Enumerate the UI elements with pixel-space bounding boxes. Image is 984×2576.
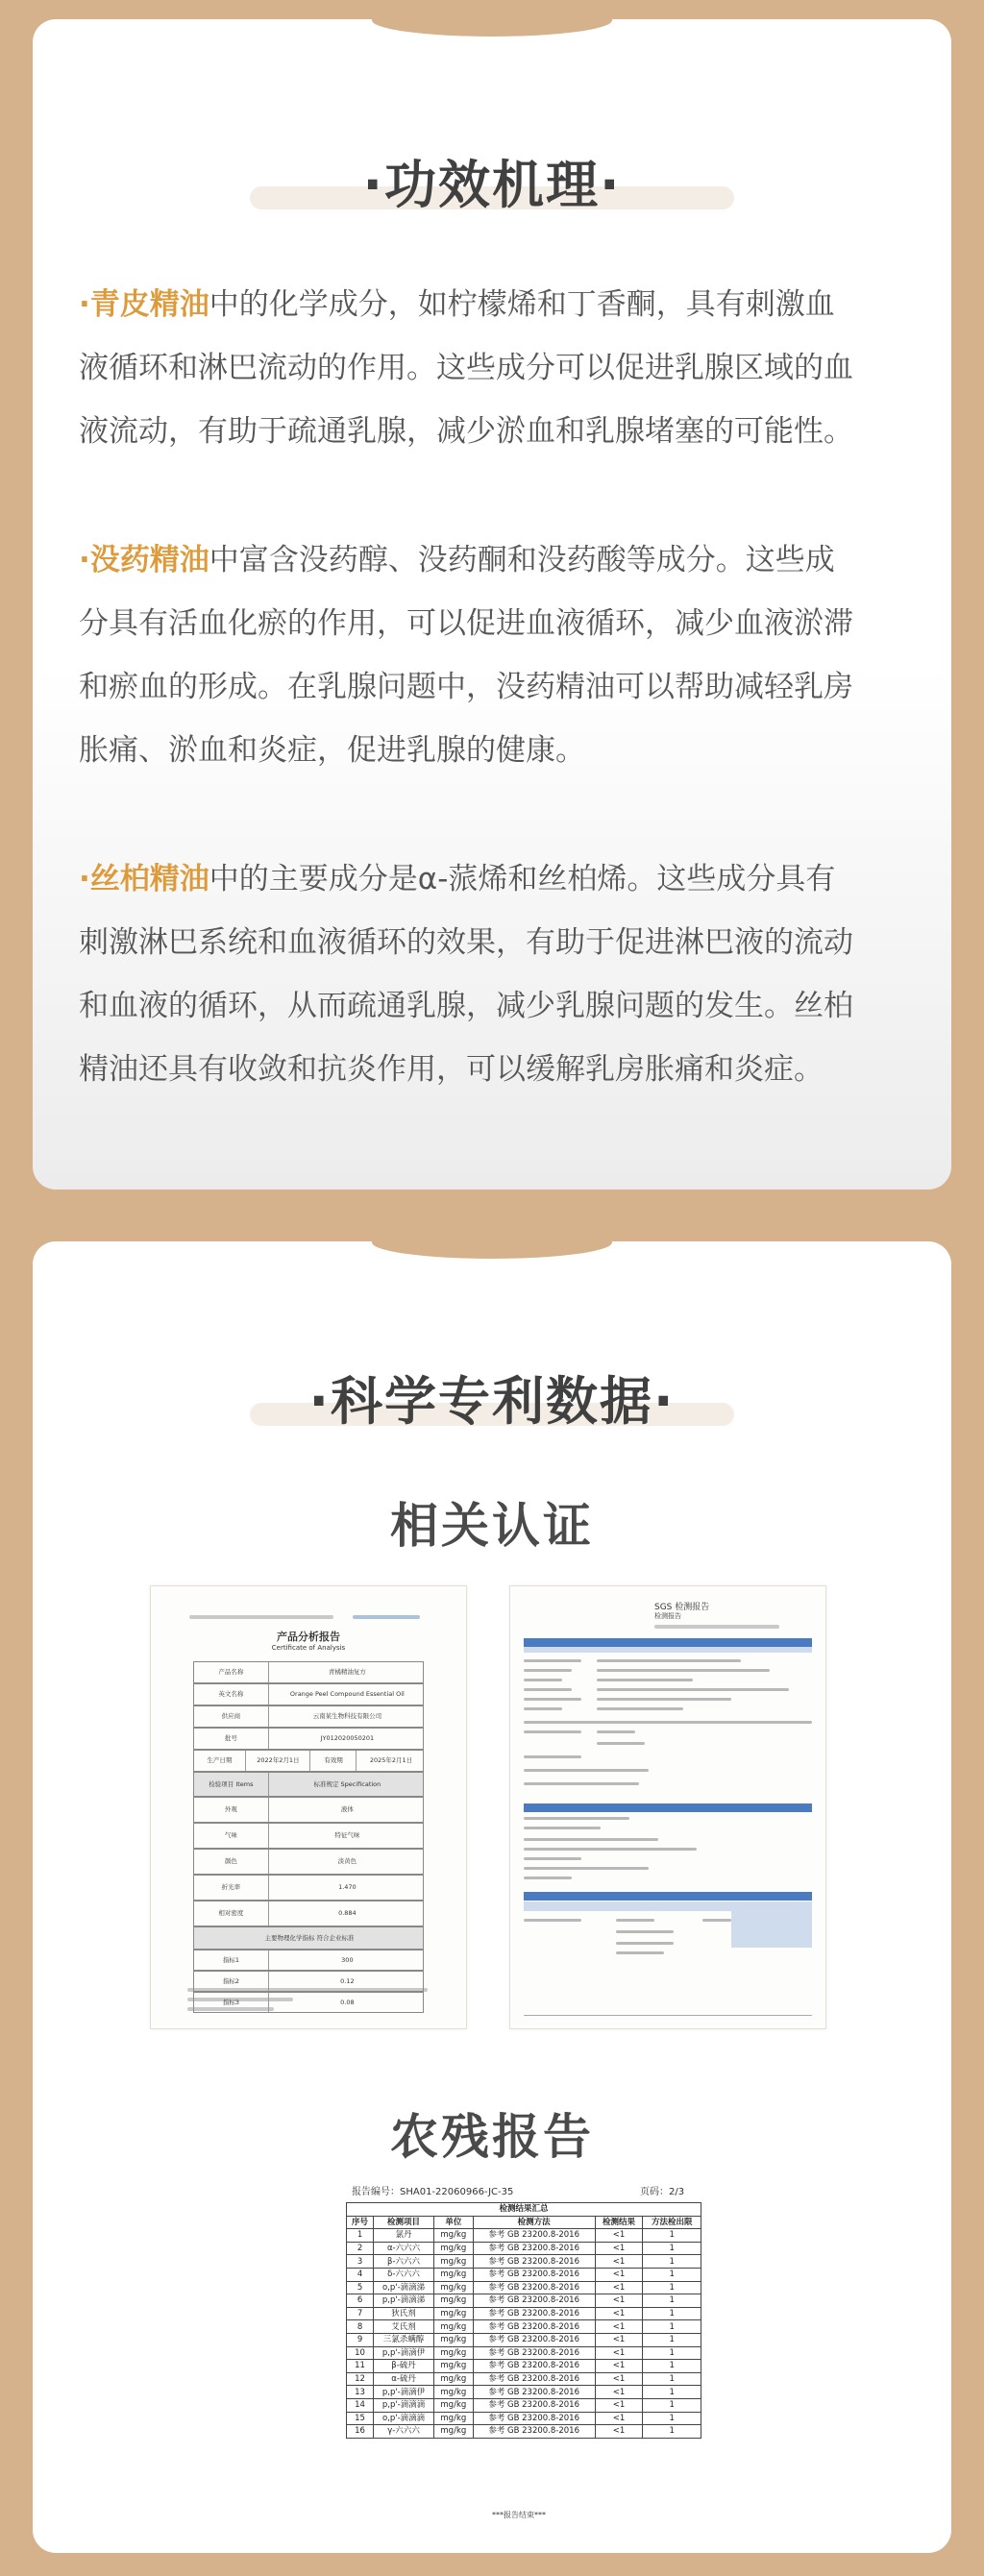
table-cell: 1	[643, 2425, 701, 2439]
cert1-cell: 供应商	[221, 1712, 241, 1720]
table-cell: p,p'-滴滴涕	[374, 2294, 434, 2308]
text-line-placeholder	[616, 1942, 674, 1945]
report-column-header: 方法检出限	[643, 2216, 701, 2229]
text-line-placeholder	[524, 1782, 639, 1785]
table-cell: 参考 GB 23200.8-2016	[473, 2398, 595, 2412]
table-cell: 参考 GB 23200.8-2016	[473, 2372, 595, 2386]
table-cell: mg/kg	[434, 2268, 474, 2281]
cert1-row	[193, 1772, 424, 1797]
text-line-placeholder	[524, 1669, 572, 1672]
cert1-cell: 2025年2月1日	[356, 1751, 426, 1771]
card-notch	[372, 4, 612, 37]
table-cell: 14	[347, 2398, 374, 2412]
line-text: 液循环和淋巴流动的作用。这些成分可以促进乳腺区域的血	[79, 351, 853, 385]
table-cell: 三氯杀螨醇	[374, 2333, 434, 2346]
table-cell: 参考 GB 23200.8-2016	[473, 2412, 595, 2425]
paragraph-line	[79, 847, 915, 911]
paragraph-qingpi	[79, 273, 915, 463]
cert1-cell: Orange Peel Compound Essential Oil	[268, 1684, 426, 1705]
certificate-analysis-report[interactable]	[150, 1585, 467, 2029]
cert1-cell: 生产日期	[207, 1756, 233, 1764]
section-title-mechanism	[33, 144, 951, 218]
cert1-cell: 相对密度	[218, 1909, 244, 1917]
text-line-placeholder	[597, 1669, 770, 1672]
cert1-cell: 指标1	[222, 1956, 239, 1964]
table-cell: 1	[643, 2333, 701, 2346]
table-cell: mg/kg	[434, 2294, 474, 2308]
table-cell: 2	[347, 2242, 374, 2255]
table-cell: 16	[347, 2425, 374, 2439]
table-cell: p,p'-滴滴伊	[374, 2386, 434, 2399]
report-page: 页码：2/3	[640, 2187, 685, 2197]
paragraph-line	[79, 528, 915, 592]
table-row	[347, 2333, 701, 2346]
table-cell: 参考 GB 23200.8-2016	[473, 2320, 595, 2334]
text-line-placeholder	[616, 1951, 664, 1954]
table-cell: β-硫丹	[374, 2360, 434, 2373]
mechanism-card	[33, 19, 951, 1190]
table-cell: mg/kg	[434, 2333, 474, 2346]
table-cell: <1	[595, 2412, 643, 2425]
text-line-placeholder	[597, 1730, 635, 1733]
table-cell: p,p'-滴滴伊	[374, 2346, 434, 2360]
table-cell: 1	[643, 2360, 701, 2373]
table-cell: 1	[643, 2294, 701, 2308]
cert1-row	[193, 1661, 424, 1683]
paragraph-line	[79, 336, 915, 400]
cert1-row	[193, 1950, 424, 1971]
table-cell: 参考 GB 23200.8-2016	[473, 2229, 595, 2243]
cert1-row	[193, 1849, 424, 1875]
cert1-cell: 批号	[224, 1734, 237, 1742]
table-row	[347, 2268, 701, 2281]
table-row	[347, 2294, 701, 2308]
line-text: 胀痛、淤血和炎症，促进乳腺的健康。	[79, 733, 585, 768]
paragraph-line	[79, 1038, 915, 1101]
cert1-cell: 产品名称	[218, 1668, 244, 1676]
paragraph-line	[79, 719, 915, 782]
table-cell: <1	[595, 2425, 643, 2439]
table-cell: 15	[347, 2412, 374, 2425]
cert1-subtitle: Certificate of Analysis	[271, 1644, 346, 1652]
table-row	[347, 2398, 701, 2412]
report-heading: 农残报告	[390, 2109, 594, 2165]
text-line-placeholder	[524, 1838, 658, 1841]
text-line-placeholder	[597, 1707, 683, 1710]
table-cell: δ-六六六	[374, 2268, 434, 2281]
table-cell: 1	[643, 2320, 701, 2334]
table-cell: 参考 GB 23200.8-2016	[473, 2307, 595, 2320]
table-cell: mg/kg	[434, 2360, 474, 2373]
line-text: 分具有活血化瘀的作用，可以促进血液循环，减少血液淤滞	[79, 606, 853, 641]
cert1-cell: 淡黄色	[268, 1850, 426, 1874]
text-line-placeholder	[524, 1730, 581, 1733]
cert1-row	[193, 1728, 424, 1750]
cert1-cell: 标准规定 Specification	[268, 1773, 426, 1796]
paragraph-line	[79, 273, 915, 336]
text-line-placeholder	[702, 1919, 731, 1922]
table-cell: <1	[595, 2333, 643, 2346]
text-line-placeholder	[524, 1659, 581, 1662]
table-cell: 1	[643, 2386, 701, 2399]
text-line-placeholder	[524, 1877, 572, 1879]
text-line-placeholder	[597, 1742, 645, 1745]
table-cell: mg/kg	[434, 2229, 474, 2243]
cert1-cell: 青橘精油复方	[268, 1662, 426, 1682]
table-cell: <1	[595, 2281, 643, 2294]
paragraph-line	[79, 592, 915, 655]
table-row	[347, 2425, 701, 2439]
table-cell: 1	[643, 2372, 701, 2386]
table-cell: α-硫丹	[374, 2372, 434, 2386]
table-row	[347, 2242, 701, 2255]
cert1-cell: 英文名称	[218, 1690, 244, 1698]
cert1-cell: 0.12	[268, 1972, 426, 1991]
cert2-subtitle: 检测报告	[654, 1612, 681, 1620]
table-cell: 参考 GB 23200.8-2016	[473, 2346, 595, 2360]
table-cell: 1	[643, 2281, 701, 2294]
report-footer: ***报告结束***	[492, 2511, 546, 2519]
highlight-term: ·丝柏精油	[79, 862, 209, 896]
table-cell: 1	[643, 2398, 701, 2412]
table-cell: 1	[347, 2229, 374, 2243]
table-cell: 3	[347, 2255, 374, 2269]
table-cell: 参考 GB 23200.8-2016	[473, 2255, 595, 2269]
text-line-placeholder	[616, 1919, 654, 1922]
text-line-placeholder	[524, 1679, 562, 1681]
table-row	[347, 2320, 701, 2334]
cert1-cell: 指标2	[222, 1977, 239, 1985]
table-row	[347, 2412, 701, 2425]
cert1-cell: 外观	[224, 1805, 237, 1813]
text-line-placeholder	[524, 1919, 581, 1922]
line-text: 精油还具有收敛和抗炎作用，可以缓解乳房胀痛和炎症。	[79, 1052, 824, 1087]
table-cell: 6	[347, 2294, 374, 2308]
table-cell: 参考 GB 23200.8-2016	[473, 2242, 595, 2255]
table-cell: <1	[595, 2386, 643, 2399]
table-row	[347, 2346, 701, 2360]
table-row	[347, 2255, 701, 2269]
table-cell: <1	[595, 2307, 643, 2320]
cert1-cell: 液体	[268, 1798, 426, 1822]
table-cell: 氯丹	[374, 2229, 434, 2243]
table-cell: <1	[595, 2255, 643, 2269]
table-cell: p,p'-滴滴滴	[374, 2398, 434, 2412]
table-cell: 艾氏剂	[374, 2320, 434, 2334]
table-row	[347, 2360, 701, 2373]
cert1-cell: 有效期	[309, 1751, 357, 1771]
table-cell: mg/kg	[434, 2398, 474, 2412]
cert1-row	[193, 1875, 424, 1901]
text-line-placeholder	[524, 1827, 601, 1829]
cert1-row	[193, 1683, 424, 1705]
text-line-placeholder	[597, 1679, 693, 1681]
table-cell: 5	[347, 2281, 374, 2294]
text-line-placeholder	[616, 1930, 674, 1933]
text-line-placeholder	[524, 1707, 562, 1710]
text-line-placeholder	[524, 1769, 649, 1772]
cert1-cell: 折光率	[221, 1883, 241, 1891]
line-text: 液流动，有助于疏通乳腺，减少淤血和乳腺堵塞的可能性。	[79, 414, 853, 449]
text-line-placeholder	[524, 1857, 581, 1860]
table-cell: mg/kg	[434, 2255, 474, 2269]
table-cell: o,p'-滴滴涕	[374, 2281, 434, 2294]
cert1-row	[193, 1926, 424, 1950]
text-line-placeholder	[524, 1688, 572, 1691]
cert1-cell: 指标3	[222, 1999, 239, 2006]
report-column-header: 检测结果	[595, 2216, 643, 2229]
table-cell: 参考 GB 23200.8-2016	[473, 2386, 595, 2399]
table-cell: β-六六六	[374, 2255, 434, 2269]
paragraph-line	[79, 974, 915, 1038]
table-row	[347, 2307, 701, 2320]
table-cell: 参考 GB 23200.8-2016	[473, 2281, 595, 2294]
cert1-row	[193, 1797, 424, 1823]
paragraph-line	[79, 655, 915, 719]
text-line-placeholder	[597, 1688, 789, 1691]
cert1-title: 产品分析报告	[277, 1631, 340, 1643]
highlight-term: ·没药精油	[79, 543, 209, 577]
table-cell: 1	[643, 2255, 701, 2269]
science-data-card	[33, 1241, 951, 2553]
table-cell: mg/kg	[434, 2307, 474, 2320]
line-text: 和瘀血的形成。在乳腺问题中，没药精油可以帮助减轻乳房	[79, 670, 853, 704]
table-cell: mg/kg	[434, 2346, 474, 2360]
table-cell: <1	[595, 2242, 643, 2255]
table-cell: α-六六六	[374, 2242, 434, 2255]
report-column-header: 检测方法	[473, 2216, 595, 2229]
table-cell: 7	[347, 2307, 374, 2320]
card-notch	[372, 1226, 612, 1259]
table-cell: 9	[347, 2333, 374, 2346]
cert1-cell: JY012020050201	[268, 1729, 426, 1749]
text-line-placeholder	[524, 1755, 581, 1758]
cert1-row	[193, 1971, 424, 1992]
cert1-cell: 检验项目 Items	[209, 1780, 254, 1788]
table-cell: <1	[595, 2320, 643, 2334]
table-cell: 参考 GB 23200.8-2016	[473, 2294, 595, 2308]
cert1-cell: 1.470	[268, 1876, 426, 1900]
text-line-placeholder	[524, 1867, 649, 1870]
cert1-cell: 云南某生物科技有限公司	[268, 1706, 426, 1727]
text-line-placeholder	[524, 1848, 697, 1851]
table-cell: 8	[347, 2320, 374, 2334]
table-cell: <1	[595, 2294, 643, 2308]
line-text: 中的化学成分，如柠檬烯和丁香酮，具有刺激血	[209, 287, 835, 322]
table-cell: 参考 GB 23200.8-2016	[473, 2268, 595, 2281]
cert1-cell: 0.08	[268, 1993, 426, 2012]
cert1-cell: 气味	[224, 1831, 237, 1839]
table-cell: 4	[347, 2268, 374, 2281]
report-column-header: 单位	[434, 2216, 474, 2229]
table-cell: γ-六六六	[374, 2425, 434, 2439]
cert2-title: SGS 检测报告	[654, 1603, 710, 1612]
table-cell: 1	[643, 2229, 701, 2243]
table-cell: 狄氏剂	[374, 2307, 434, 2320]
table-cell: 10	[347, 2346, 374, 2360]
table-cell: mg/kg	[434, 2425, 474, 2439]
highlight-term: ·青皮精油	[79, 287, 209, 322]
cert1-cell: 300	[268, 1950, 426, 1970]
cert1-row	[193, 1992, 424, 2013]
table-cell: <1	[595, 2346, 643, 2360]
line-text: 中富含没药醇、没药酮和没药酸等成分。这些成	[209, 543, 835, 577]
table-cell: <1	[595, 2229, 643, 2243]
cert1-cell: 特征气味	[268, 1824, 426, 1848]
table-cell: <1	[595, 2398, 643, 2412]
report-number: 报告编号：SHA01-22060966-JC-35	[352, 2187, 514, 2197]
table-cell: <1	[595, 2268, 643, 2281]
cert1-cell: 2022年2月1日	[245, 1751, 310, 1771]
cert1-cell: 0.884	[268, 1901, 426, 1926]
line-text: 中的主要成分是α-蒎烯和丝柏烯。这些成分具有	[209, 862, 836, 896]
table-row	[347, 2281, 701, 2294]
paragraph-line	[79, 400, 915, 463]
cert1-row	[193, 1823, 424, 1849]
section-title-science	[33, 1361, 951, 1435]
report-column-header: 序号	[347, 2216, 374, 2229]
report-table-title: 检测结果汇总	[347, 2203, 701, 2217]
table-cell: mg/kg	[434, 2412, 474, 2425]
certificate-sgs-report[interactable]	[509, 1585, 826, 2029]
report-table	[346, 2202, 701, 2439]
table-cell: 1	[643, 2346, 701, 2360]
table-cell: 1	[643, 2268, 701, 2281]
table-cell: <1	[595, 2372, 643, 2386]
text-line-placeholder	[597, 1698, 731, 1701]
table-cell: 参考 GB 23200.8-2016	[473, 2425, 595, 2439]
cert1-row	[193, 1901, 424, 1926]
line-text: 刺激淋巴系统和血液循环的效果，有助于促进淋巴液的流动	[79, 925, 853, 960]
table-cell: 11	[347, 2360, 374, 2373]
cert1-row	[193, 1705, 424, 1728]
paragraph-line	[79, 911, 915, 974]
section-title-text: ·科学专利数据·	[308, 1371, 676, 1432]
cert1-cell: 主要物理化学指标 符合企业标准	[264, 1934, 355, 1942]
table-row	[347, 2229, 701, 2243]
pesticide-report[interactable]	[317, 2179, 721, 2525]
table-cell: 1	[643, 2307, 701, 2320]
text-line-placeholder	[524, 1698, 581, 1701]
table-cell: mg/kg	[434, 2386, 474, 2399]
line-text: 和血液的循环，从而疏通乳腺，减少乳腺问题的发生。丝柏	[79, 989, 853, 1023]
report-column-header: 检测项目	[374, 2216, 434, 2229]
cert1-cell: 颜色	[224, 1857, 237, 1865]
table-cell: mg/kg	[434, 2281, 474, 2294]
table-cell: 12	[347, 2372, 374, 2386]
table-cell: o,p'-滴滴滴	[374, 2412, 434, 2425]
text-line-placeholder	[524, 1817, 629, 1820]
table-cell: 1	[643, 2242, 701, 2255]
table-cell: <1	[595, 2360, 643, 2373]
text-line-placeholder	[524, 1721, 812, 1724]
table-cell: 13	[347, 2386, 374, 2399]
table-cell: mg/kg	[434, 2372, 474, 2386]
paragraph-moyao	[79, 528, 915, 782]
table-cell: 参考 GB 23200.8-2016	[473, 2360, 595, 2373]
table-row	[347, 2372, 701, 2386]
table-cell: mg/kg	[434, 2242, 474, 2255]
table-row	[347, 2386, 701, 2399]
table-cell: 1	[643, 2412, 701, 2425]
table-cell: 参考 GB 23200.8-2016	[473, 2333, 595, 2346]
cert1-row	[193, 1750, 424, 1772]
section-title-text: ·功效机理·	[362, 155, 622, 215]
cert-heading: 相关认证	[390, 1498, 594, 1554]
table-cell: mg/kg	[434, 2320, 474, 2334]
paragraph-sibai	[79, 847, 915, 1101]
text-line-placeholder	[597, 1659, 741, 1662]
